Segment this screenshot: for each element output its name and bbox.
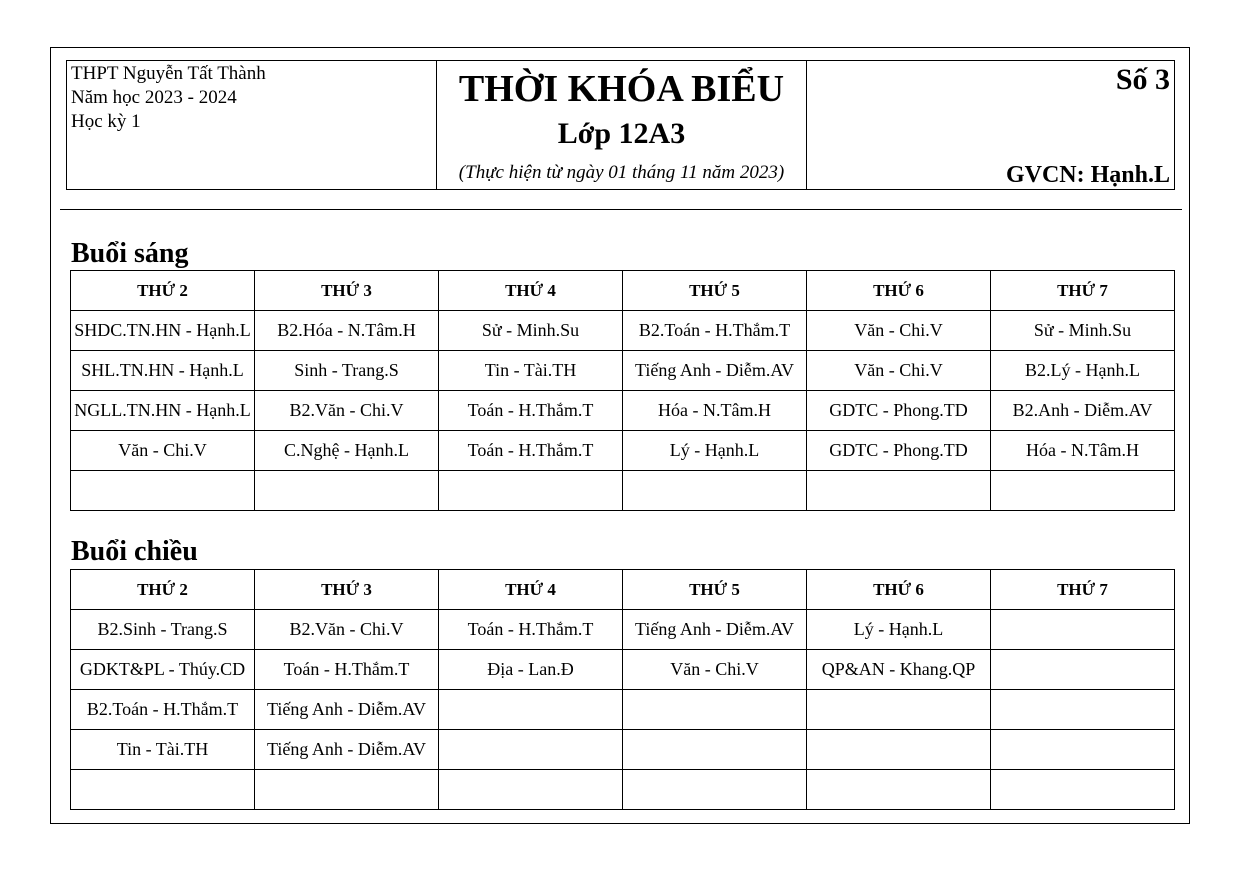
day-header: THỨ 2 — [71, 570, 255, 610]
lesson-cell: Văn - Chi.V — [807, 311, 991, 351]
day-header-row — [71, 570, 1175, 610]
day-header-row — [71, 271, 1175, 311]
lesson-cell — [991, 650, 1175, 690]
morning-title: Buổi sáng — [71, 238, 189, 269]
lesson-cell: Lý - Hạnh.L — [807, 610, 991, 650]
lesson-cell — [807, 730, 991, 770]
effective-date: (Thực hiện từ ngày 01 tháng 11 năm 2023) — [458, 162, 785, 183]
lesson-cell: B2.Lý - Hạnh.L — [991, 351, 1175, 391]
lesson-cell — [439, 690, 623, 730]
school-year: Năm học 2023 - 2024 — [71, 87, 237, 108]
lesson-cell: B2.Hóa - N.Tâm.H — [255, 311, 439, 351]
school-term: Học kỳ 1 — [71, 111, 141, 132]
lesson-cell: NGLL.TN.HN - Hạnh.L — [71, 391, 255, 431]
period-row — [71, 610, 1175, 650]
day-header: THỨ 6 — [807, 570, 991, 610]
lesson-cell — [991, 770, 1175, 810]
homeroom-teacher: GVCN: Hạnh.L — [1005, 162, 1170, 188]
period-row — [71, 471, 1175, 511]
day-header: THỨ 5 — [623, 271, 807, 311]
lesson-cell: Hóa - N.Tâm.H — [623, 391, 807, 431]
period-row — [71, 650, 1175, 690]
lesson-cell — [991, 610, 1175, 650]
schedule-number: Số 3 — [1115, 63, 1170, 96]
class-name: Lớp 12A3 — [557, 117, 686, 150]
lesson-cell: Tin - Tài.TH — [71, 730, 255, 770]
schedule-info — [807, 61, 1175, 190]
school-name: THPT Nguyễn Tất Thành — [71, 63, 266, 84]
lesson-cell: SHDC.TN.HN - Hạnh.L — [71, 311, 255, 351]
lesson-cell: B2.Toán - H.Thắm.T — [71, 690, 255, 730]
lesson-cell — [623, 730, 807, 770]
period-row — [71, 690, 1175, 730]
lesson-cell: B2.Anh - Diễm.AV — [991, 391, 1175, 431]
lesson-cell — [623, 770, 807, 810]
lesson-cell — [807, 770, 991, 810]
lesson-cell — [71, 471, 255, 511]
lesson-cell: Tiếng Anh - Diễm.AV — [255, 690, 439, 730]
page-title: THỜI KHÓA BIỂU — [458, 68, 785, 110]
lesson-cell: C.Nghệ - Hạnh.L — [255, 431, 439, 471]
day-header: THỨ 4 — [439, 271, 623, 311]
period-row — [71, 431, 1175, 471]
school-info — [67, 61, 437, 190]
period-row — [71, 730, 1175, 770]
lesson-cell — [807, 471, 991, 511]
day-header: THỨ 3 — [255, 570, 439, 610]
lesson-cell: Sử - Minh.Su — [991, 311, 1175, 351]
lesson-cell: QP&AN - Khang.QP — [807, 650, 991, 690]
lesson-cell: GDKT&PL - Thúy.CD — [71, 650, 255, 690]
lesson-cell: Địa - Lan.Đ — [439, 650, 623, 690]
lesson-cell: Tiếng Anh - Diễm.AV — [255, 730, 439, 770]
day-header: THỨ 3 — [255, 271, 439, 311]
lesson-cell: SHL.TN.HN - Hạnh.L — [71, 351, 255, 391]
title-block — [437, 61, 807, 190]
lesson-cell: B2.Văn - Chi.V — [255, 610, 439, 650]
day-header: THỨ 5 — [623, 570, 807, 610]
lesson-cell: Toán - H.Thắm.T — [255, 650, 439, 690]
lesson-cell — [991, 730, 1175, 770]
period-row — [71, 770, 1175, 810]
afternoon-timetable — [70, 569, 1175, 810]
day-header: THỨ 6 — [807, 271, 991, 311]
lesson-cell: Văn - Chi.V — [807, 351, 991, 391]
lesson-cell — [991, 690, 1175, 730]
lesson-cell — [71, 770, 255, 810]
day-header: THỨ 7 — [991, 271, 1175, 311]
lesson-cell — [255, 471, 439, 511]
afternoon-title: Buổi chiều — [71, 536, 198, 567]
lesson-cell — [623, 471, 807, 511]
period-row — [71, 351, 1175, 391]
lesson-cell — [439, 770, 623, 810]
lesson-cell — [439, 730, 623, 770]
day-header: THỨ 4 — [439, 570, 623, 610]
lesson-cell — [255, 770, 439, 810]
lesson-cell: Hóa - N.Tâm.H — [991, 431, 1175, 471]
lesson-cell: Lý - Hạnh.L — [623, 431, 807, 471]
lesson-cell: B2.Toán - H.Thắm.T — [623, 311, 807, 351]
lesson-cell: B2.Sinh - Trang.S — [71, 610, 255, 650]
lesson-cell: Văn - Chi.V — [623, 650, 807, 690]
lesson-cell — [439, 471, 623, 511]
lesson-cell: GDTC - Phong.TD — [807, 431, 991, 471]
lesson-cell — [807, 690, 991, 730]
lesson-cell: Sử - Minh.Su — [439, 311, 623, 351]
period-row — [71, 311, 1175, 351]
lesson-cell: Tiếng Anh - Diễm.AV — [623, 351, 807, 391]
lesson-cell: Toán - H.Thắm.T — [439, 391, 623, 431]
lesson-cell: Toán - H.Thắm.T — [439, 431, 623, 471]
lesson-cell: B2.Văn - Chi.V — [255, 391, 439, 431]
day-header: THỨ 2 — [71, 271, 255, 311]
lesson-cell: Sinh - Trang.S — [255, 351, 439, 391]
header-separator — [60, 209, 1182, 210]
day-header: THỨ 7 — [991, 570, 1175, 610]
lesson-cell: Toán - H.Thắm.T — [439, 610, 623, 650]
lesson-cell: Văn - Chi.V — [71, 431, 255, 471]
lesson-cell: Tin - Tài.TH — [439, 351, 623, 391]
lesson-cell: GDTC - Phong.TD — [807, 391, 991, 431]
period-row — [71, 391, 1175, 431]
header-table — [66, 60, 1175, 190]
lesson-cell: Tiếng Anh - Diễm.AV — [623, 610, 807, 650]
morning-timetable — [70, 270, 1175, 511]
lesson-cell — [623, 690, 807, 730]
lesson-cell — [991, 471, 1175, 511]
